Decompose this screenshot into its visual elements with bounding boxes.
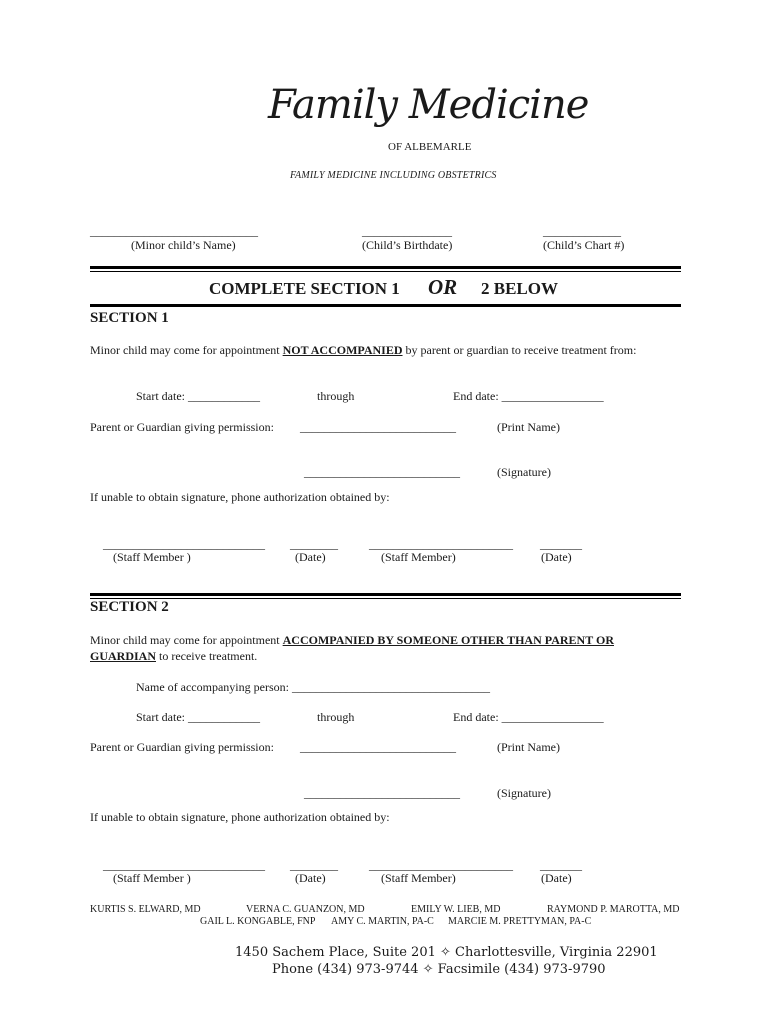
logo-subtitle: OF ALBEMARLE — [388, 141, 472, 153]
section1-staff1-line[interactable]: ___________________________ — [103, 537, 265, 551]
provider-name: MARCIE M. PRETTYMAN, PA-C — [448, 916, 592, 927]
section2-intro-pre: Minor child may come for appointment — [90, 633, 283, 647]
provider-name: EMILY W. LIEB, MD — [411, 904, 501, 915]
section2-intro-line1 — [90, 633, 614, 648]
divider — [90, 304, 681, 307]
child-chart-line[interactable]: _____________ — [543, 224, 621, 238]
section1-date1-line[interactable]: ________ — [290, 537, 338, 551]
child-name-line[interactable]: ____________________________ — [90, 224, 258, 238]
section2-print-name-line[interactable]: __________________________ — [300, 740, 456, 754]
section2-signature-label: (Signature) — [497, 786, 551, 800]
instruction-left: COMPLETE SECTION 1 — [209, 279, 400, 298]
divider — [90, 266, 681, 269]
section1-print-name-line[interactable]: __________________________ — [300, 420, 456, 434]
section2-through: through — [317, 710, 355, 724]
section1-date2-line[interactable]: _______ — [540, 537, 582, 551]
provider-name: VERNA C. GUANZON, MD — [246, 904, 365, 915]
section2-staff1-label: (Staff Member ) — [113, 871, 191, 885]
logo-title: Family Medicine — [268, 82, 589, 128]
section2-accompanying-person[interactable]: Name of accompanying person: _________________________________ — [136, 680, 490, 694]
section1-permission-label: Parent or Guardian giving permission: — [90, 420, 274, 434]
section1-end-date[interactable]: End date: _________________ — [453, 389, 604, 403]
section1-intro-emph: NOT ACCOMPANIED — [282, 343, 403, 357]
section2-title: SECTION 2 — [90, 599, 169, 615]
section1-staff1-label: (Staff Member ) — [113, 550, 191, 564]
provider-name: GAIL L. KONGABLE, FNP — [200, 916, 316, 927]
divider — [90, 598, 681, 599]
section2-end-date[interactable]: End date: _________________ — [453, 710, 604, 724]
child-birthdate-label: (Child’s Birthdate) — [362, 238, 453, 252]
section2-date1-line[interactable]: ________ — [290, 858, 338, 872]
section1-staff2-label: (Staff Member) — [381, 550, 456, 564]
section2-date1-label: (Date) — [295, 871, 326, 885]
section2-intro-emph2: GUARDIAN — [90, 649, 156, 663]
section1-through: through — [317, 389, 355, 403]
section2-date2-line[interactable]: _______ — [540, 858, 582, 872]
section2-staff2-line[interactable]: ________________________ — [369, 858, 513, 872]
divider — [90, 271, 681, 272]
section1-date2-label: (Date) — [541, 550, 572, 564]
instruction-or: OR — [428, 275, 458, 299]
child-chart-label: (Child’s Chart #) — [543, 238, 625, 252]
section1-date1-label: (Date) — [295, 550, 326, 564]
divider — [90, 593, 681, 596]
section1-intro-post: by parent or guardian to receive treatment from: — [402, 343, 637, 357]
section1-start-date[interactable]: Start date: ____________ — [136, 389, 260, 403]
child-name-label: (Minor child’s Name) — [131, 238, 236, 252]
section2-phone-auth: If unable to obtain signature, phone authorization obtained by: — [90, 810, 390, 824]
section2-intro-emph1: ACCOMPANIED BY SOMEONE OTHER THAN PARENT OR — [282, 633, 614, 647]
section2-intro-post: to receive treatment. — [156, 649, 258, 663]
section2-intro-line2 — [90, 649, 257, 664]
section2-staff1-line[interactable]: ___________________________ — [103, 858, 265, 872]
provider-name: AMY C. MARTIN, PA-C — [331, 916, 434, 927]
provider-name: KURTIS S. ELWARD, MD — [90, 904, 201, 915]
section1-signature-label: (Signature) — [497, 465, 551, 479]
instruction-right: 2 BELOW — [481, 279, 558, 298]
child-birthdate-line[interactable]: _______________ — [362, 224, 452, 238]
footer-address: 1450 Sachem Place, Suite 201 ✧ Charlottesville, Virginia 22901 — [235, 945, 658, 960]
section1-staff2-line[interactable]: ________________________ — [369, 537, 513, 551]
section1-title: SECTION 1 — [90, 310, 169, 326]
section1-print-name-label: (Print Name) — [497, 420, 560, 434]
footer-phone: Phone (434) 973-9744 ✧ Facsimile (434) 973-9790 — [272, 962, 606, 977]
section1-intro-pre: Minor child may come for appointment — [90, 343, 283, 357]
section1-phone-auth: If unable to obtain signature, phone authorization obtained by: — [90, 490, 390, 504]
section2-staff2-label: (Staff Member) — [381, 871, 456, 885]
tagline: FAMILY MEDICINE INCLUDING OBSTETRICS — [290, 170, 497, 181]
provider-name: RAYMOND P. MAROTTA, MD — [547, 904, 680, 915]
section2-start-date[interactable]: Start date: ____________ — [136, 710, 260, 724]
section2-date2-label: (Date) — [541, 871, 572, 885]
section2-permission-label: Parent or Guardian giving permission: — [90, 740, 274, 754]
section1-intro — [90, 343, 636, 358]
section2-signature-line[interactable]: __________________________ — [304, 786, 460, 800]
section2-print-name-label: (Print Name) — [497, 740, 560, 754]
section1-signature-line[interactable]: __________________________ — [304, 465, 460, 479]
